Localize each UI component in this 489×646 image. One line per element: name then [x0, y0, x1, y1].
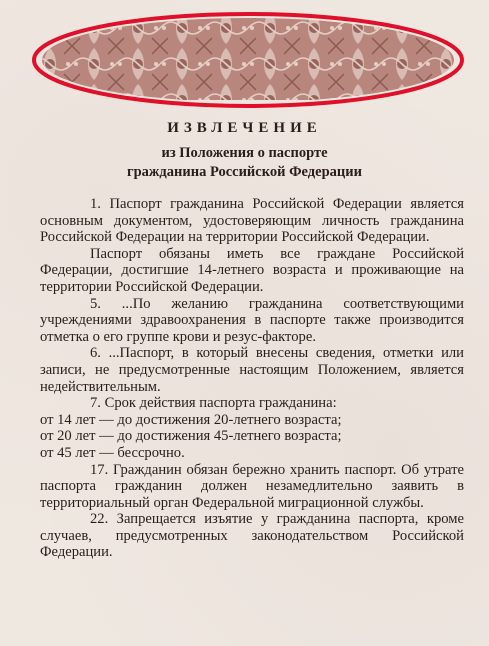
ornament-band-graphic — [28, 10, 468, 110]
document-subheading — [0, 144, 489, 182]
paragraph-22: 22. Запрещается изъятие у гражданина паспорта, кроме случаев, предусмотренных законодательством Российской Федерации. — [40, 511, 464, 561]
ornament-band — [28, 10, 468, 110]
validity-line-3: от 45 лет — бессрочно. — [40, 444, 185, 461]
paragraph-17: 17. Гражданин обязан бережно хранить паспорт. Об утрате паспорта гражданин должен незамедлительно заявить в территориальный орган Федеральной миграционной службы. — [40, 461, 464, 511]
validity-line-2: от 20 лет — до достижения 45-летнего возраста; — [40, 428, 342, 445]
paragraph-1: 1. Паспорт гражданина Российской Федерации является основным документом, удостоверяющим личность гражданина Российской Федерации на территории Российской Федерации. — [40, 196, 464, 246]
paragraph-2: Паспорт обязаны иметь все граждане Российской Федерации, достигшие 14-летнего возраста и проживающие на территории Российской Федерации. — [40, 245, 464, 295]
document-heading: ИЗВЛЕЧЕНИЕ — [167, 120, 322, 136]
document-body — [40, 196, 464, 561]
subheading-line-2: гражданина Российской Федерации — [127, 164, 362, 180]
validity-line-1: от 14 лет — до достижения 20-летнего возраста; — [40, 411, 342, 428]
subheading-line-1: из Положения о паспорте — [161, 145, 328, 161]
paragraph-6: 6. ...Паспорт, в который внесены сведения, отметки или записи, не предусмотренные настоящим Положением, является недействительным. — [40, 345, 464, 395]
paragraph-7: 7. Срок действия паспорта гражданина: — [90, 395, 337, 412]
paragraph-5: 5. ...По желанию гражданина соответствующими учреждениями здравоохранения в паспорте также производится отметка о его группе крови и резус-факторе. — [40, 295, 464, 345]
